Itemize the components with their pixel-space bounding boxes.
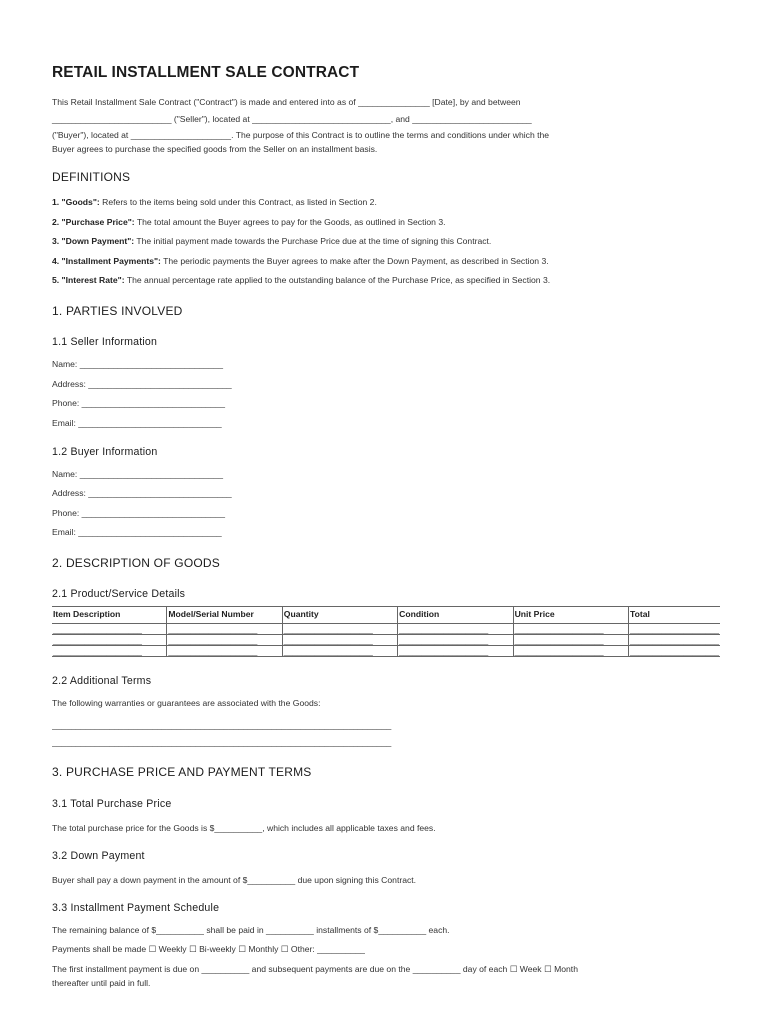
schedule-line: thereafter until paid in full. — [52, 977, 151, 988]
down-payment-text: Buyer shall pay a down payment in the amount of $__________ due upon signing this Contract. — [52, 874, 417, 885]
seller-phone-field[interactable]: Phone: ______________________________ — [52, 398, 226, 408]
definition-term: 1. "Goods": — [52, 197, 100, 207]
column-unit-price: Unit Price — [513, 607, 628, 624]
table-cell[interactable]: ____________________ — [513, 635, 628, 646]
total-price-text: The total purchase price for the Goods is $__________, which includes all applicable taxes and fees. — [52, 822, 436, 833]
table-cell[interactable]: ____________________ — [513, 624, 628, 635]
seller-name-field[interactable]: Name: ______________________________ — [52, 359, 224, 369]
table-row — [52, 635, 720, 646]
table-cell[interactable]: ____________________ — [282, 624, 397, 635]
definition-text: The initial payment made towards the Purchase Price due at the time of signing this Contract. — [134, 236, 492, 246]
buyer-heading: 1.2 Buyer Information — [52, 445, 158, 458]
table-row — [52, 646, 720, 657]
down-payment — [52, 850, 720, 886]
goods-section — [52, 556, 720, 751]
definition-item — [52, 196, 720, 208]
payment-section — [52, 765, 720, 989]
intro-line: ("Buyer"), located at _____________________. The purpose of this Contract is to outline the terms and conditions under which the — [52, 130, 550, 140]
intro-line: _________________________ ("Seller"), located at _____________________________, and _________________________ — [52, 114, 532, 124]
buyer-name-field[interactable]: Name: ______________________________ — [52, 468, 224, 479]
buyer-email-field[interactable]: Email: ______________________________ — [52, 527, 222, 537]
parties-heading: 1. PARTIES INVOLVED — [52, 304, 183, 318]
definition-term: 2. "Purchase Price": — [52, 216, 135, 227]
payment-heading: 3. PURCHASE PRICE AND PAYMENT TERMS — [52, 764, 312, 779]
installment-schedule-heading: 3.3 Installment Payment Schedule — [52, 901, 220, 914]
seller-email-field[interactable]: Email: ______________________________ — [52, 417, 222, 428]
table-cell[interactable]: ____________________ — [630, 624, 719, 634]
additional-terms — [52, 675, 720, 751]
table-cell[interactable]: ____________________ — [167, 624, 282, 635]
buyer-phone-field[interactable]: Phone: ______________________________ — [52, 507, 226, 518]
table-cell[interactable]: ____________________ — [52, 624, 167, 635]
definition-term: 4. "Installment Payments": — [52, 255, 161, 266]
definitions-section — [52, 170, 720, 286]
intro-paragraph — [52, 94, 720, 156]
table-cell[interactable]: ____________________ — [167, 646, 282, 657]
schedule-line: The remaining balance of $__________ shall be paid in __________ installments of $__________ each. — [52, 924, 450, 935]
definition-item — [52, 216, 720, 228]
seller-heading: 1.1 Seller Information — [52, 336, 158, 348]
parties-section — [52, 304, 720, 538]
additional-terms-text: The following warranties or guarantees are associated with the Goods: — [52, 698, 321, 708]
product-details-heading: 2.1 Product/Service Details — [52, 588, 186, 600]
total-price-heading: 3.1 Total Purchase Price — [52, 797, 172, 810]
column-model-serial: Model/Serial Number — [167, 607, 282, 624]
installment-schedule — [52, 902, 720, 989]
warranty-blank-line[interactable]: _______________________________________________________________________ — [52, 719, 392, 730]
warranty-blank-line[interactable]: _______________________________________________________________________ — [52, 736, 392, 747]
contract-document — [52, 64, 720, 996]
table-cell[interactable]: ____________________ — [630, 635, 719, 645]
buyer-info — [52, 446, 720, 539]
table-cell[interactable]: ____________________ — [630, 646, 719, 656]
goods-heading: 2. DESCRIPTION OF GOODS — [52, 556, 220, 570]
total-price — [52, 798, 720, 834]
column-item-description: Item Description — [52, 607, 167, 624]
definition-text: The annual percentage rate applied to the outstanding balance of the Purchase Price, as specified in Section 3. — [124, 275, 551, 285]
schedule-line: The first installment payment is due on __________ and subsequent payments are due on the __________ day of each ☐ Week ☐ Month — [52, 963, 578, 974]
intro-line: This Retail Installment Sale Contract ("Contract") is made and entered into as of _______________ [Date], by and between — [52, 97, 521, 107]
definition-text: The periodic payments the Buyer agrees to make after the Down Payment, as described in Section 3. — [160, 255, 549, 266]
document-title: RETAIL INSTALLMENT SALE CONTRACT — [52, 64, 360, 81]
column-total: Total — [629, 607, 720, 624]
definition-text: Refers to the items being sold under this Contract, as listed in Section 2. — [99, 197, 377, 207]
goods-table — [52, 606, 720, 657]
table-row — [52, 624, 720, 635]
table-cell[interactable]: ____________________ — [282, 646, 397, 657]
definition-item — [52, 235, 720, 247]
table-cell[interactable]: ____________________ — [52, 635, 167, 646]
schedule-line: Payments shall be made ☐ Weekly ☐ Bi-weekly ☐ Monthly ☐ Other: __________ — [52, 944, 365, 954]
product-details — [52, 588, 720, 657]
definition-term: 5. "Interest Rate": — [52, 275, 125, 285]
definition-item — [52, 255, 720, 267]
seller-address-field[interactable]: Address: ______________________________ — [52, 378, 232, 389]
additional-terms-heading: 2.2 Additional Terms — [52, 675, 152, 687]
intro-line: Buyer agrees to purchase the specified goods from the Seller on an installment basis. — [52, 144, 378, 154]
table-cell[interactable]: ____________________ — [398, 635, 513, 646]
definition-item — [52, 274, 720, 286]
definitions-heading: DEFINITIONS — [52, 170, 131, 184]
seller-info — [52, 336, 720, 429]
table-cell[interactable]: ____________________ — [398, 624, 513, 635]
definition-term: 3. "Down Payment": — [52, 236, 135, 246]
column-quantity: Quantity — [282, 607, 397, 624]
table-cell[interactable]: ____________________ — [398, 646, 513, 657]
column-condition: Condition — [398, 607, 513, 624]
table-header-row — [52, 607, 720, 624]
table-cell[interactable]: ____________________ — [282, 635, 397, 646]
table-cell[interactable]: ____________________ — [52, 646, 167, 657]
buyer-address-field[interactable]: Address: ______________________________ — [52, 488, 232, 498]
table-cell[interactable]: ____________________ — [513, 646, 628, 657]
definition-text: The total amount the Buyer agrees to pay for the Goods, as outlined in Section 3. — [134, 216, 446, 227]
down-payment-heading: 3.2 Down Payment — [52, 849, 145, 862]
table-cell[interactable]: ____________________ — [167, 635, 282, 646]
